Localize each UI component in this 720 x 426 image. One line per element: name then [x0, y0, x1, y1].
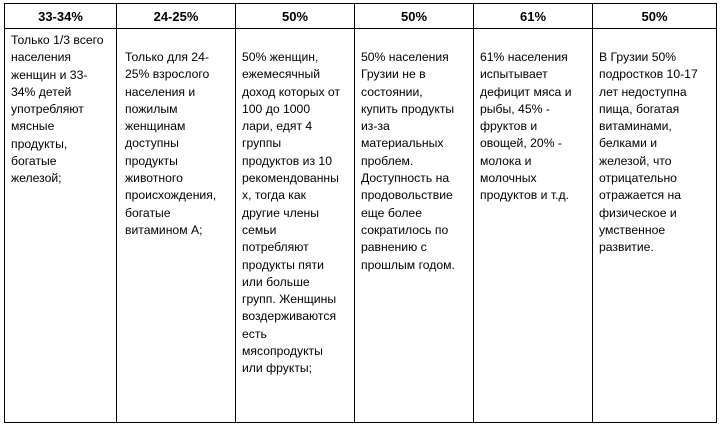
body-cell-1 [5, 29, 117, 423]
statistics-table [4, 3, 717, 423]
cell-text-vitamin-a: Только для 24- 25% взрослого населения и пожилым женщинам доступны продукты животного происхождения, богатые витамином А; [125, 50, 217, 237]
body-row [5, 29, 717, 423]
body-cell-6 [593, 29, 717, 423]
header-row [5, 4, 717, 29]
cell-text-deficit: 61% населения испытывает дефицит мяса и рыбы, 45% - фруктов и овощей, 20% - молока и молочных продуктов и т.д. [480, 50, 572, 203]
header-cell-4: 50% [355, 4, 474, 29]
body-cell-5 [474, 29, 593, 423]
header-cell-1: 33-34% [5, 4, 117, 29]
body-cell-2 [117, 29, 236, 423]
body-cell-4 [355, 29, 474, 423]
body-cell-3 [236, 29, 355, 423]
cell-text-meat-iron: Только 1/3 всего населения женщин и 33- 34% детей употребляют мясные продукты, богатые железой; [11, 33, 104, 186]
header-cell-6: 50% [593, 4, 717, 29]
cell-text-teenagers: В Грузии 50% подростков 10-17 лет недоступна пища, богатая витаминами, белками и железой, что отрицательно отражается на физическое и умственное развитие. [599, 50, 698, 255]
header-cell-2: 24-25% [117, 4, 236, 29]
cell-text-affordability: 50% населения Грузии не в состоянии, купить продукты из-за материальных проблем. Доступность на продовольствие еще более сократилось по равнению с прошлым годом. [361, 50, 455, 272]
cell-text-women-income: 50% женщин, ежемесячный доход которых от 100 до 1000 лари, едят 4 группы продуктов из 10 рекомендованны х, тогда как другие члены семьи потребляют продукты пяти или больше групп. Женщины воздерживаются есть мясопродукты или фрукты; [242, 50, 341, 376]
header-cell-5: 61% [474, 4, 593, 29]
header-cell-3: 50% [236, 4, 355, 29]
